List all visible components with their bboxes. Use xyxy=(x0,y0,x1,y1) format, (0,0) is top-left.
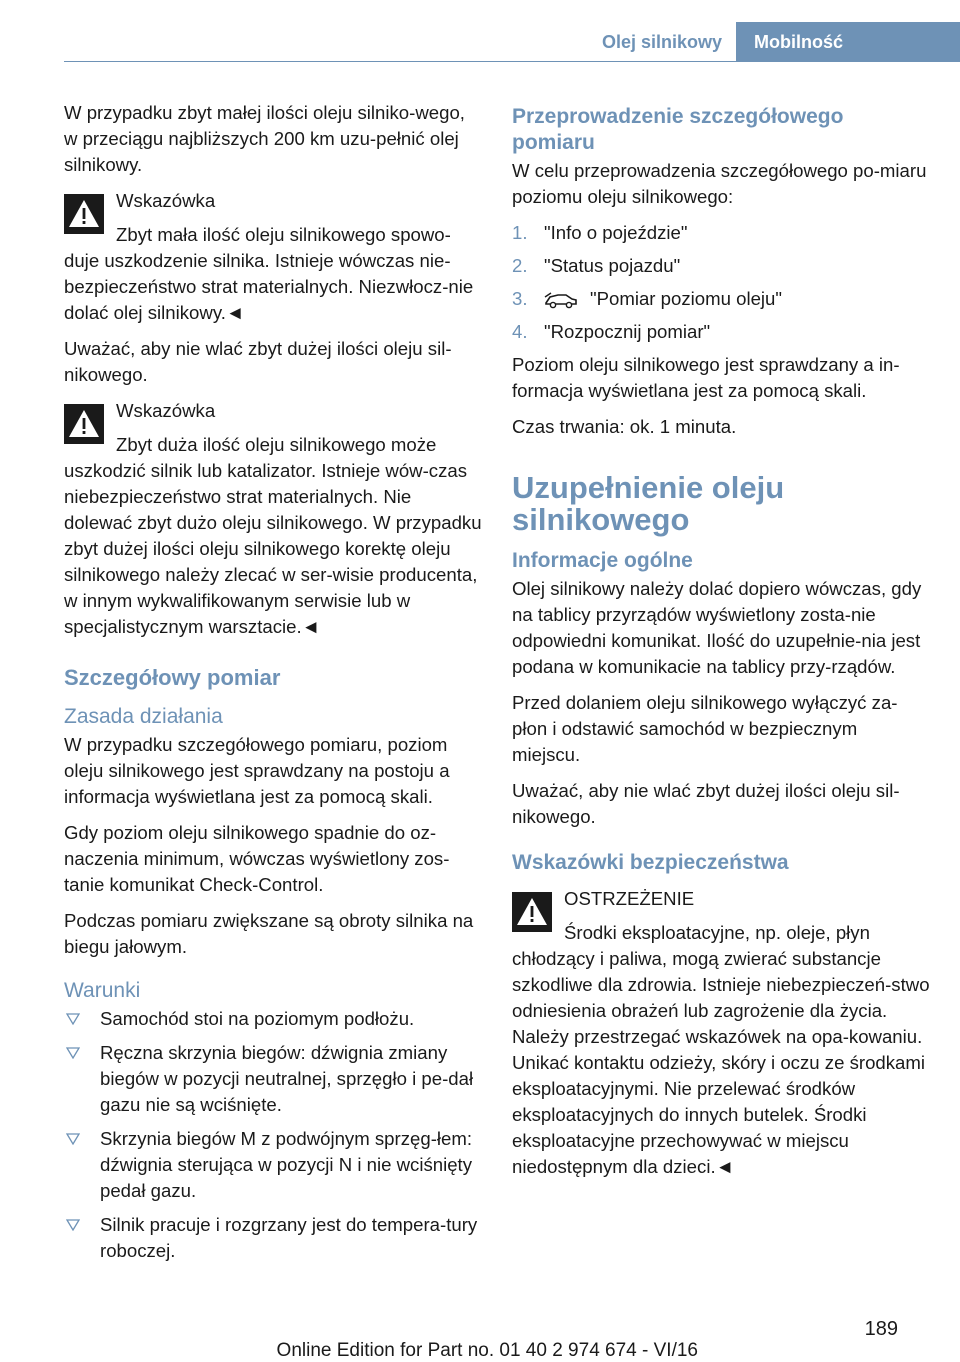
warning-triangle-icon xyxy=(64,194,104,234)
warning-text: Zbyt mała ilość oleju silnikowego spowo-duje uszkodzenie silnika. Istnieje wówczas nie-bezpieczeństwo strat materialnych. Niezwłocz-nie dolać olej silnikowy.◄ xyxy=(64,224,474,323)
triangle-bullet-icon xyxy=(66,1013,80,1025)
warning-text: Środki eksploatacyjne, np. oleje, płyn chłodzący i paliwa, mogą zwierać substancje szkodliwe dla zdrowia. Istnieje niebezpieczeń-stwo odniesienia obrażeń lub zagrożenie dla życia. Należy przestrzegać wskazówek na opa-kowaniu. Unikać kontaktu odzieży, skóry i oczu ze środkami eksploatacyjnymi. Nie przelewać środków eksploatacyjnych do innych butelek. Środki eksploatacyjne przechowywać w miejscu niedostępnym dla dzieci.◄ xyxy=(512,922,930,1177)
step-number: 1. xyxy=(512,222,528,243)
page-footer xyxy=(0,1316,960,1362)
list-item xyxy=(64,1006,482,1032)
step-text: "Info o pojeździe" xyxy=(544,222,688,243)
warning-text: Zbyt duża ilość oleju silnikowego może uszkodzić silnik lub katalizator. Istnieje wów-czas niebezpieczeństwo strat materialnych. Nie dolewać zbyt dużo oleju silnikowego. W przypadku zbyt dużej ilości oleju silnikowego korektę oleju silnikowego należy zlecać w ser-wisie producenta, w innym wykwalifikowanym serwisie lub w specjalistycznym warsztacie.◄ xyxy=(64,434,482,637)
step-number: 3. xyxy=(512,288,528,309)
right-column xyxy=(512,100,930,1190)
paragraph: W celu przeprowadzenia szczegółowego po-miaru poziomu oleju silnikowego: xyxy=(512,160,927,207)
step-item xyxy=(512,253,930,279)
left-column xyxy=(64,100,482,1274)
warning-title: Wskazówka xyxy=(116,400,216,421)
car-oil-icon xyxy=(544,291,578,309)
edition-note: Online Edition for Part no. 01 40 2 974 674 - VI/16 xyxy=(276,1340,698,1361)
step-item xyxy=(512,319,930,345)
warning-triangle-icon xyxy=(64,404,104,444)
section-title: Olej silnikowy xyxy=(601,32,722,52)
subsection-heading: Przeprowadzenie szczegółowego pomiaru xyxy=(512,105,844,154)
paragraph: Uważać, aby nie wlać zbyt dużej ilości oleju sil-nikowego. xyxy=(512,780,900,827)
warning-note xyxy=(512,886,930,1180)
paragraph: W przypadku zbyt małej ilości oleju silniko-wego, w przeciągu najbliższych 200 km uzu-pełnić olej silnikowy. xyxy=(64,102,465,175)
paragraph: Olej silnikowy należy dolać dopiero wówczas, gdy na tablicy przyrządów wyświetlony zosta-nie odpowiedni komunikat. Ilość do uzupełnie-nia jest podana w komunikacie na tablicy przy-rządów. xyxy=(512,578,922,677)
list-item-text: Ręczna skrzynia biegów: dźwignia zmiany biegów w pozycji neutralnej, sprzęgło i pe-dał gazu nie są wciśnięte. xyxy=(100,1042,474,1115)
paragraph: Uważać, aby nie wlać zbyt dużej ilości oleju sil-nikowego. xyxy=(64,338,452,385)
header-rule xyxy=(64,61,960,62)
paragraph: W przypadku szczegółowego pomiaru, poziom oleju silnikowego jest sprawdzany na postoju a informacja wyświetlana jest za pomocą skali. xyxy=(64,734,450,807)
paragraph: Przed dolaniem oleju silnikowego wyłączyć za-płon i odstawić samochód w bezpiecznym miejscu. xyxy=(512,692,898,765)
step-item xyxy=(512,220,930,246)
chapter-tab: Mobilność xyxy=(736,22,960,62)
step-text: "Rozpocznij pomiar" xyxy=(544,321,711,342)
triangle-bullet-icon xyxy=(66,1219,80,1231)
triangle-bullet-icon xyxy=(66,1133,80,1145)
paragraph: Podczas pomiaru zwiększane są obroty silnika na biegu jałowym. xyxy=(64,910,474,957)
warning-note xyxy=(64,398,482,640)
warning-title: OSTRZEŻENIE xyxy=(564,888,695,909)
subsection-heading: Wskazówki bezpieczeństwa xyxy=(512,851,789,874)
steps-list xyxy=(512,220,930,345)
page-number: 189 xyxy=(864,1318,898,1340)
warning-title: Wskazówka xyxy=(116,190,216,211)
step-text: "Pomiar poziomu oleju" xyxy=(590,288,782,309)
conditions-list xyxy=(64,1006,482,1264)
triangle-bullet-icon xyxy=(66,1047,80,1059)
step-text: "Status pojazdu" xyxy=(544,255,681,276)
list-item-text: Samochód stoi na poziomym podłożu. xyxy=(100,1008,415,1029)
subsection-heading: Zasada działania xyxy=(64,705,223,728)
warning-note xyxy=(64,188,482,326)
chapter-heading: Uzupełnienie oleju silnikowego xyxy=(512,470,785,537)
list-item xyxy=(64,1040,482,1118)
paragraph: Czas trwania: ok. 1 minuta. xyxy=(512,416,737,437)
paragraph: Gdy poziom oleju silnikowego spadnie do oz-naczenia minimum, wówczas wyświetlony zos-tanie komunikat Check-Control. xyxy=(64,822,450,895)
subsection-heading: Warunki xyxy=(64,979,141,1002)
step-item xyxy=(512,286,930,312)
step-number: 2. xyxy=(512,255,528,276)
list-item-text: Silnik pracuje i rozgrzany jest do tempera-tury roboczej. xyxy=(100,1214,478,1261)
subsection-heading: Informacje ogólne xyxy=(512,549,693,572)
list-item xyxy=(64,1212,482,1264)
warning-triangle-icon xyxy=(512,892,552,932)
page-header xyxy=(0,22,960,62)
section-heading: Szczegółowy pomiar xyxy=(64,665,281,690)
step-number: 4. xyxy=(512,321,528,342)
list-item-text: Skrzynia biegów M z podwójnym sprzęg-łem: dźwignia sterująca w pozycji N i nie wciśnięty pedał gazu. xyxy=(100,1128,473,1201)
paragraph: Poziom oleju silnikowego jest sprawdzany a in-formacja wyświetlana jest za pomocą skali. xyxy=(512,354,900,401)
list-item xyxy=(64,1126,482,1204)
